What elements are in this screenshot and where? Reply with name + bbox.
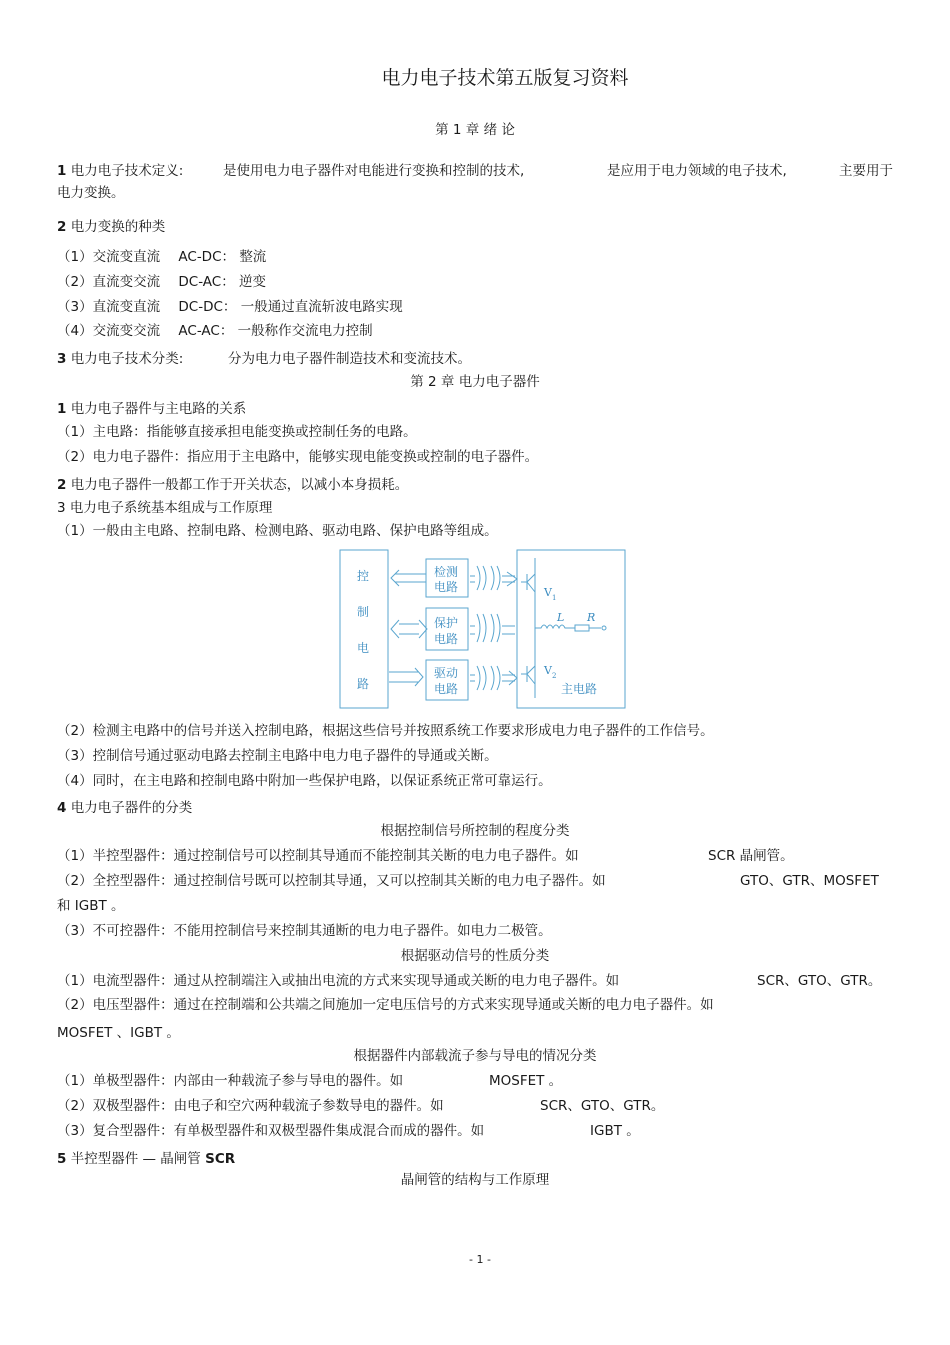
detection-to-control-arrow: [391, 570, 426, 586]
class-c-item1-example: MOSFET 。: [489, 1073, 563, 1089]
chapter-2-heading: 第 2 章 电力电子器件: [410, 374, 540, 390]
power-electronics-system-diagram: [339, 548, 629, 712]
ch1-s1-number: 1: [57, 163, 67, 179]
ch2-s5-text-b: — 晶闸管: [142, 1151, 201, 1167]
classification-b-heading: 根据驱动信号的性质分类: [400, 948, 550, 964]
ch1-s3-number: 3: [57, 351, 67, 367]
class-a-item2: （2）全控型器件：通过控制信号既可以控制其导通，又可以控制其关断的电力电子器件。如: [57, 873, 606, 889]
isolation-coupling-2: [477, 614, 500, 642]
conversion-item-desc: 一般称作交流电力控制: [237, 323, 373, 339]
conversion-item-1: [57, 248, 266, 266]
ch1-s2-heading: [57, 218, 165, 236]
class-b-item2-cont: MOSFET 、IGBT 。: [57, 1025, 180, 1041]
ch2-s4-number: 4: [57, 800, 67, 816]
ch2-s3-item3: （3）控制信号通过驱动电路去控制主电路中电力电子器件的导通或关断。: [57, 748, 498, 764]
ch2-s5-number: 5: [57, 1151, 67, 1167]
ch2-s5-text-c: SCR: [205, 1151, 236, 1167]
conversion-item-code: DC-DC：: [178, 299, 237, 315]
ch2-s4-text: 电力电子器件的分类: [70, 800, 193, 816]
class-a-item1: （1）半控型器件：通过控制信号可以控制其导通而不能控制其关断的电力电子器件。如: [57, 848, 579, 864]
ch2-s1-text: 电力电子器件与主电路的关系: [70, 401, 247, 417]
class-a-item2-cont: 和 IGBT 。: [57, 898, 125, 914]
ch2-s1-heading: [57, 400, 246, 418]
ch1-s2-number: 2: [57, 219, 67, 235]
ch1-s2-text: 电力变换的种类: [70, 219, 166, 235]
load-terminal: [602, 626, 606, 630]
conversion-item-desc: 一般通过直流斩波电路实现: [240, 299, 403, 315]
ctrl-char-2: 制: [357, 605, 370, 619]
ch1-s3-label: 电力电子技术分类:: [70, 351, 184, 367]
ctrl-char-1: 控: [357, 569, 370, 583]
ch2-s1-item1: （1）主电路：指能够直接承担电能变换或控制任务的电路。: [57, 424, 417, 440]
protection-label-2: 电路: [434, 632, 459, 646]
v2-subscript: 2: [552, 672, 557, 680]
ch2-s1-number: 1: [57, 401, 67, 417]
conversion-item-4: [57, 322, 373, 340]
v1-label: V: [544, 586, 552, 599]
ch2-s2: [57, 476, 408, 494]
ch1-s1-line1: [57, 162, 183, 180]
isolation-coupling-1: [477, 566, 500, 590]
ch1-s3-desc: 分为电力电子器件制造技术和变流技术。: [228, 351, 471, 367]
classification-c-heading: 根据器件内部载流子参与导电的情况分类: [353, 1048, 597, 1064]
conversion-item-2: [57, 273, 266, 291]
page-number: - 1 -: [469, 1253, 491, 1266]
class-c-item3: （3）复合型器件：有单极型器件和双极型器件集成混合而成的器件。如: [57, 1123, 485, 1139]
ch2-s3-heading: 3 电力电子系统基本组成与工作原理: [57, 500, 273, 516]
conversion-item-desc: 整流: [239, 249, 267, 265]
ch2-s4-heading: [57, 799, 192, 817]
resistor-label: R: [587, 611, 596, 624]
isolation-coupling-3: [477, 666, 500, 690]
conversion-item-desc: 逆变: [239, 274, 267, 290]
conversion-item-code: DC-AC：: [178, 274, 235, 290]
class-c-item3-example: IGBT 。: [590, 1123, 640, 1139]
ch2-s1-item2: （2）电力电子器件：指应用于主电路中，能够实现电能变换或控制的电子器件。: [57, 449, 539, 465]
v1-subscript: 1: [552, 594, 557, 602]
conversion-item-label: （3）直流变直流: [57, 299, 161, 315]
ch2-s2-text: 电力电子器件一般都工作于开关状态，以减小本身损耗。: [70, 477, 409, 493]
classification-a-heading: 根据控制信号所控制的程度分类: [380, 823, 570, 839]
ch1-s1-def-b: 是使用电力电子器件对电能进行变换和控制的技术,: [223, 163, 525, 179]
ch1-s3-term: [57, 350, 183, 368]
ch1-s1-def-d: 主要用于: [839, 163, 893, 179]
detection-label-2: 电路: [434, 580, 459, 594]
control-to-drive-arrow: [389, 668, 423, 686]
drive-label-2: 电路: [434, 682, 459, 696]
ctrl-char-4: 路: [357, 677, 370, 691]
inductor-L: [535, 625, 575, 628]
main-circuit-label: 主电路: [561, 682, 598, 696]
document-title: 电力电子技术第五版复习资料: [381, 67, 629, 89]
ch2-s2-number: 2: [57, 477, 67, 493]
class-a-item1-example: SCR 晶闸管。: [708, 848, 794, 864]
v2-label: V: [544, 664, 552, 677]
class-c-item1: （1）单极型器件：内部由一种载流子参与导电的器件。如: [57, 1073, 404, 1089]
class-b-item1: （1）电流型器件：通过从控制端注入或抽出电流的方式来实现导通或关断的电力电子器件。如: [57, 973, 620, 989]
conversion-item-label: （1）交流变直流: [57, 249, 161, 265]
resistor-R: [575, 625, 589, 631]
class-c-item2: （2）双极型器件：由电子和空穴两种载流子参数导电的器件。如: [57, 1098, 444, 1114]
thyristor-structure-heading: 晶闸管的结构与工作原理: [400, 1172, 550, 1188]
drive-label-1: 驱动: [434, 666, 459, 680]
ch2-s5-text-a: 半控型器件: [70, 1151, 139, 1167]
conversion-item-3: [57, 298, 403, 316]
conversion-item-code: AC-AC：: [178, 323, 234, 339]
conversion-item-code: AC-DC：: [178, 249, 236, 265]
conversion-item-label: （2）直流变交流: [57, 274, 161, 290]
ch2-s5-heading: [57, 1150, 235, 1168]
class-a-item3: （3）不可控器件：不能用控制信号来控制其通断的电力电子器件。如电力二极管。: [57, 923, 552, 939]
detection-label-1: 检测: [434, 565, 459, 579]
transistor-v1: [521, 574, 535, 592]
class-b-item1-example: SCR、GTO、GTR。: [757, 973, 882, 989]
protection-label-1: 保护: [434, 616, 459, 630]
protection-control-arrow: [391, 620, 427, 638]
ch1-s1-line2: 电力变换。: [57, 185, 125, 201]
ch2-s3-item4: （4）同时，在主电路和控制电路中附加一些保护电路，以保证系统正常可靠运行。: [57, 773, 552, 789]
chapter-1-heading: 第 1 章 绪 论: [435, 122, 515, 138]
protection-link: [470, 626, 515, 634]
ch1-s1-def-c: 是应用于电力领域的电子技术,: [607, 163, 787, 179]
class-b-item2: （2）电压型器件：通过在控制端和公共端之间施加一定电压信号的方式来实现导通或关断的电力电子器件。如: [57, 997, 714, 1013]
inductor-label: L: [557, 611, 565, 624]
class-a-item2-example: GTO、GTR、MOSFET: [740, 873, 879, 889]
ch1-s1-term: 电力电子技术定义:: [70, 163, 184, 179]
transistor-v2: [521, 666, 535, 684]
ctrl-char-3: 电: [357, 641, 370, 655]
ch2-s3-item1: （1）一般由主电路、控制电路、检测电路、驱动电路、保护电路等组成。: [57, 523, 498, 539]
class-c-item2-example: SCR、GTO、GTR。: [540, 1098, 665, 1114]
conversion-item-label: （4）交流变交流: [57, 323, 161, 339]
ch2-s3-item2: （2）检测主电路中的信号并送入控制电路，根据这些信号并按照系统工作要求形成电力电子器件的工作信号。: [57, 723, 714, 739]
